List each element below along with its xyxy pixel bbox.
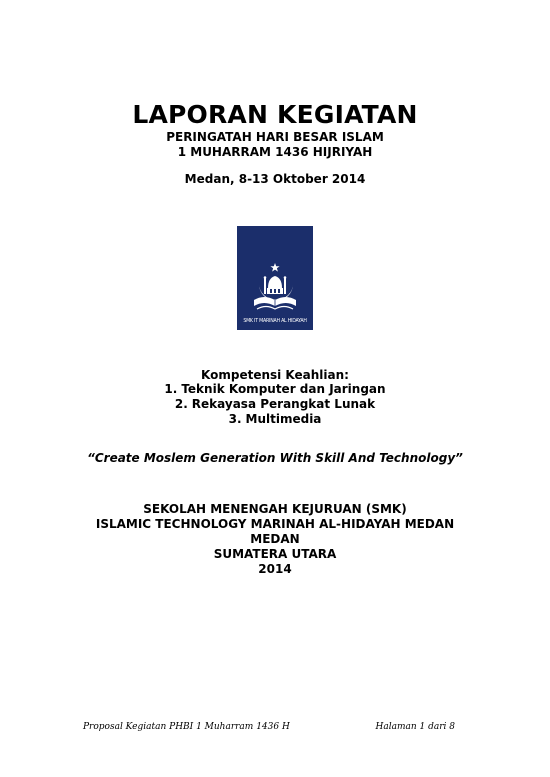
school-logo [237,226,313,330]
list-item-label: Teknik Komputer dan Jaringan [181,382,386,396]
school-identity-block [0,502,550,577]
kompetensi-heading: Kompetensi Keahlian: [201,368,349,382]
list-item [0,412,550,427]
footer-page-number: Halaman 1 dari 8 [375,722,455,732]
footer-document-name: Proposal Kegiatan PHBI 1 Muharram 1436 H [83,722,290,732]
list-item-label: Multimedia [245,412,322,426]
list-item-number: 2. [174,397,188,411]
list-item-number: 1. [164,382,178,396]
mosque-crescent-book-emblem-icon [237,226,313,330]
school-city: MEDAN [250,532,300,546]
place-and-date: Medan, 8-13 Oktober 2014 [184,172,366,186]
document-year: 2014 [258,562,292,576]
logo-caption: SMK IT MARINAH AL HIDAYAH [243,318,307,324]
school-tagline: “Create Moslem Generation With Skill And Technology” [87,451,463,465]
list-item [0,382,550,397]
school-province: SUMATERA UTARA [213,547,337,561]
document-title: LAPORAN KEGIATAN [132,100,418,129]
list-item [0,397,550,412]
document-subtitle-event: PERINGATAH HARI BESAR ISLAM [166,130,384,144]
list-item-number: 3. [228,412,242,426]
school-name: ISLAMIC TECHNOLOGY MARINAH AL-HIDAYAH MEDAN [95,517,455,531]
list-item-label: Rekayasa Perangkat Lunak [191,397,376,411]
kompetensi-list [0,382,550,427]
document-subtitle-date-hijri: 1 MUHARRAM 1436 HIJRIYAH [177,145,373,159]
school-type: SEKOLAH MENENGAH KEJURUAN (SMK) [143,502,407,516]
